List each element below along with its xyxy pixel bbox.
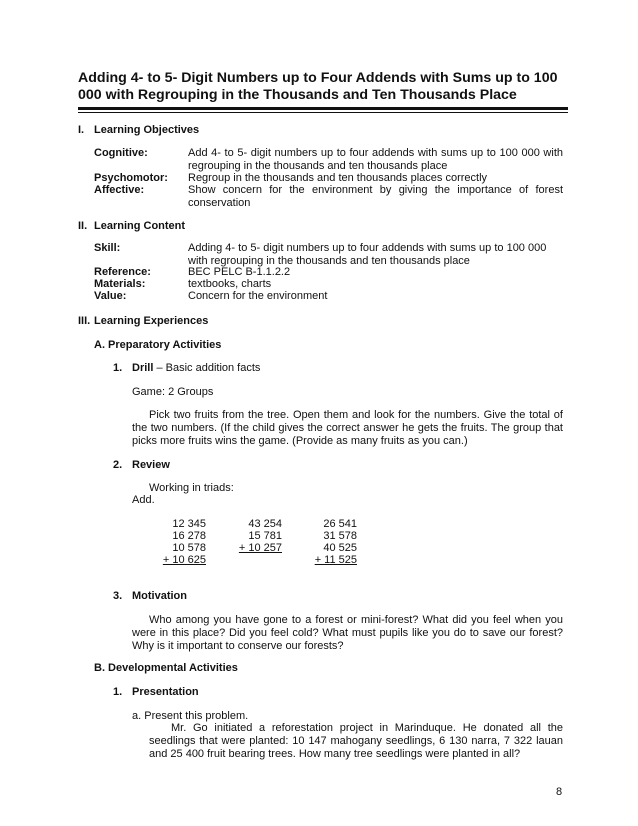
psychomotor-label: Psychomotor: (94, 172, 168, 184)
section-heading-objectives: Learning Objectives (94, 124, 200, 136)
addend-col2-row2: 15 781 (248, 530, 282, 542)
lesson-title: Adding 4- to 5- Digit Numbers up to Four Addends with Sums up to 100 000 with Regrouping in the Thousands and Ten Thousands Place (78, 70, 558, 103)
section-numeral-ii: II. (78, 220, 88, 232)
motivation-number: 3. (113, 590, 123, 602)
psychomotor-text: Regroup in the thousands and ten thousands places correctly (188, 172, 488, 184)
addend-col2-row1: 43 254 (248, 518, 282, 530)
value-text: Concern for the environment (188, 290, 328, 302)
drill-number: 1. (113, 362, 123, 374)
drill-paragraph: Pick two fruits from the tree. Open them and look for the numbers. Give the total of the two numbers. (If the child gives the correct answer he gets the fruits. The group that picks more fruits wins the game. (Provide as many fruits as you can.) (132, 409, 563, 447)
addend-col3-row2: 31 578 (323, 530, 357, 542)
cognitive-label: Cognitive: (94, 147, 148, 159)
subsection-heading-developmental: B. Developmental Activities (94, 662, 238, 674)
page-number: 8 (556, 786, 563, 798)
problem-paragraph: Mr. Go initiated a reforestation project in Marinduque. He donated all the seedlings that were planted: 10 147 mahogany seedlings, 6 130 narra, 7 322 lauan and 25 400 fruit bearing trees. How many tree seedlings were planted in all? (149, 722, 563, 760)
reference-text: BEC PELC B-1.1.2.2 (188, 266, 291, 278)
drill-label: Drill (132, 362, 154, 374)
section-heading-experiences: Learning Experiences (94, 315, 209, 327)
skill-text: Adding 4- to 5- digit numbers up to four addends with sums up to 100 000 with regrouping in the thousands and ten thousands place (188, 242, 547, 267)
reference-label: Reference: (94, 266, 151, 278)
presentation-label: Presentation (132, 686, 199, 698)
addend-col3-row4: + 11 525 (314, 554, 357, 566)
addend-col1-row1: 12 345 (172, 518, 206, 530)
addend-col1-row4: + 10 625 (162, 554, 206, 566)
present-problem-text: a. Present this problem. (132, 710, 249, 722)
motivation-label: Motivation (132, 590, 187, 602)
affective-label: Affective: (94, 184, 145, 196)
addend-col3-row3: 40 525 (323, 542, 357, 554)
motivation-paragraph: Who among you have gone to a forest or mini-forest? What did you feel when you were in this place? Did you feel cold? What must pupils like you do to save our forest? Why is it important to conserve our forests? (132, 614, 563, 652)
affective-text: Show concern for the environment by giving the importance of forest conservation (188, 184, 563, 209)
value-label: Value: (94, 290, 127, 302)
review-number: 2. (113, 459, 123, 471)
subsection-heading-preparatory: A. Preparatory Activities (94, 339, 222, 351)
game-text: Game: 2 Groups (132, 386, 214, 398)
addend-col1-row3: 10 578 (172, 542, 206, 554)
addend-col3-row1: 26 541 (323, 518, 357, 530)
presentation-number: 1. (113, 686, 123, 698)
materials-label: Materials: (94, 278, 146, 290)
materials-text: textbooks, charts (188, 278, 272, 290)
section-numeral-iii: III. (78, 315, 91, 327)
review-label: Review (132, 459, 170, 471)
triads-text: Working in triads: (149, 482, 234, 494)
title-rule-thin (78, 112, 568, 113)
drill-heading (132, 362, 260, 375)
section-numeral-i: I. (78, 124, 85, 136)
section-heading-content: Learning Content (94, 220, 186, 232)
addend-col1-row2: 16 278 (172, 530, 206, 542)
cognitive-text: Add 4- to 5- digit numbers up to four addends with sums up to 100 000 with regrouping in the thousands and ten thousands place (188, 147, 563, 172)
addend-col2-row3: + 10 257 (238, 542, 282, 554)
add-text: Add. (132, 494, 155, 506)
skill-label: Skill: (94, 242, 121, 254)
title-rule-thick (78, 107, 568, 110)
drill-suffix: – Basic addition facts (153, 362, 261, 374)
